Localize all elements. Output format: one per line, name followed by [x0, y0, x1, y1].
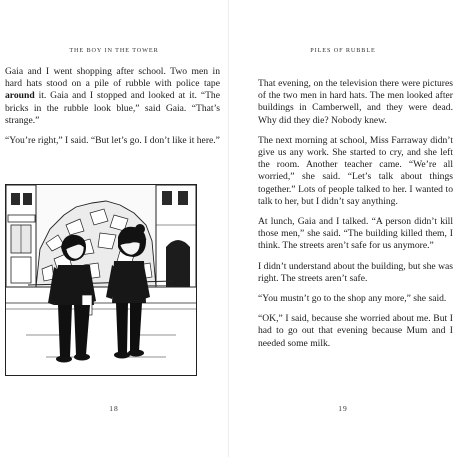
paragraph-2: The next morning at school, Miss Farraway didn’t give us any work. She started to cry, and she left the room. Another teacher came. “We’re all worried,” she said. “Let’s talk about things together.” Lots of people talked to her. I wanted to talk to her, but I didn’t say anything.	[258, 134, 453, 207]
bold-word: around	[5, 90, 35, 102]
paragraph-5: “You mustn’t go to the shop any more,” she said.	[258, 293, 447, 305]
page-number-left: 18	[109, 404, 119, 413]
left-page	[0, 0, 228, 457]
paragraph-1-part-1: Gaia and I went shopping after school. Two men in hard hats stood on a pile of rubble with police tape	[5, 66, 220, 90]
paragraph-1: That evening, on the television there were pictures of the two men in hard hats. The men looked after buildings in Camberwell, and they were dead. Why did they die? Nobody knew.	[258, 78, 453, 126]
paragraph-6: “OK,” I said, because she worried about me. But I had to go out that evening because Mum and I needed some milk.	[258, 313, 453, 349]
story-illustration	[5, 184, 197, 376]
right-page-text	[258, 78, 453, 358]
right-page	[229, 0, 457, 457]
paragraph-1	[5, 66, 220, 127]
left-page-text	[5, 66, 220, 155]
page-number-right: 19	[338, 404, 348, 413]
running-head-left: THE BOY IN THE TOWER	[69, 47, 159, 54]
paragraph-1-part-2: it. Gaia and I stopped and looked at it. “The bricks in the rubble look blue,” said Gaia. “That’s strange.”	[5, 90, 220, 126]
running-head-right: PILES OF RUBBLE	[310, 47, 376, 54]
paragraph-2: “You’re right,” I said. “But let’s go. I don’t like it here.”	[5, 135, 220, 147]
paragraph-3: At lunch, Gaia and I talked. “A person didn’t kill those men,” she said. “The building killed them, I think. The streets aren’t safe for us anymore.”	[258, 216, 453, 252]
paragraph-4: I didn’t understand about the building, but she was right. The streets aren’t safe.	[258, 260, 453, 284]
street-scene-image	[6, 185, 196, 375]
